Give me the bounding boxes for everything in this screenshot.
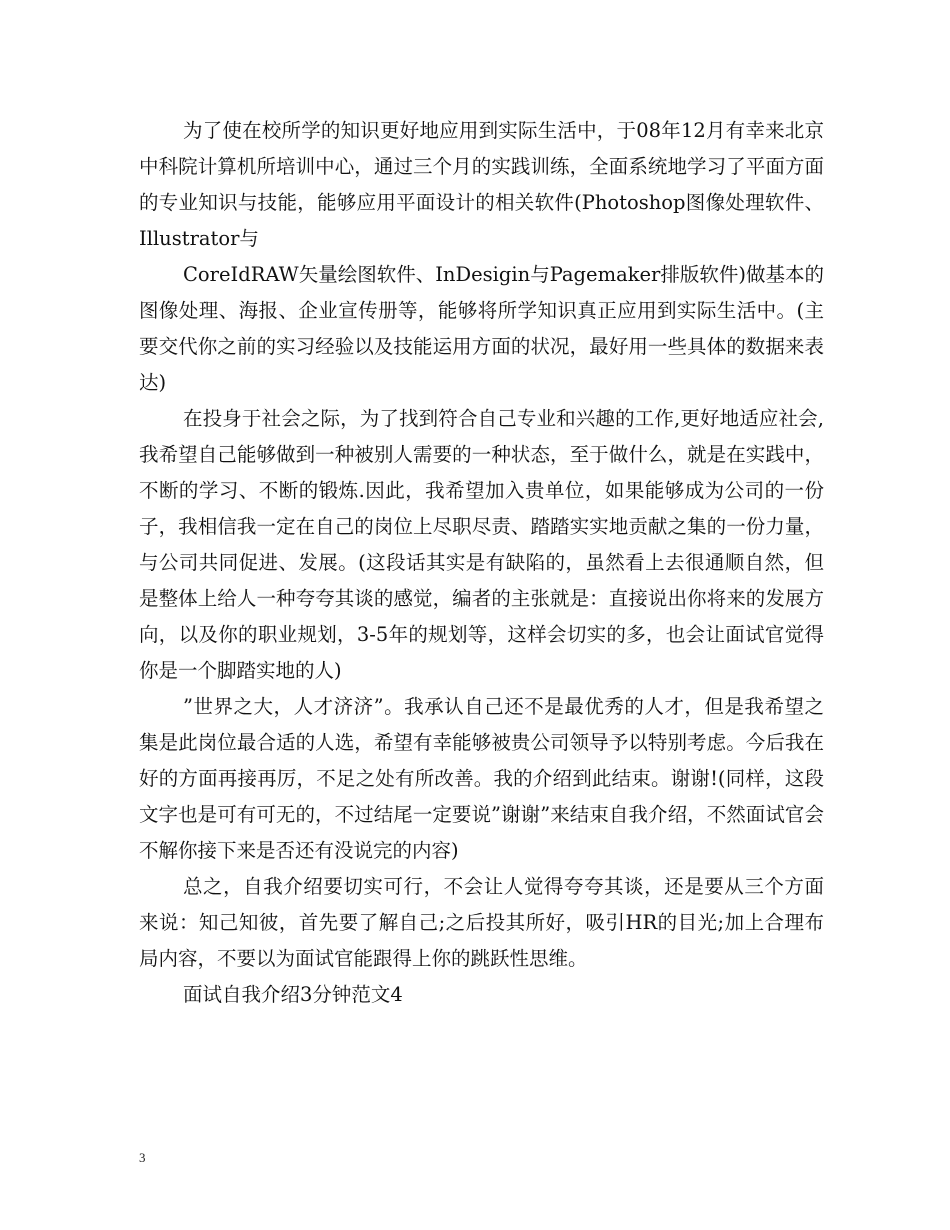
paragraph-training-experience: 为了使在校所学的知识更好地应用到实际生活中，于08年12月有幸来北京中科院计算机所培训中心，通过三个月的实践训练，全面系统地学习了平面方面的专业知识与技能，能够应用平面设计的相关软件(Photoshop图像处理软件、Illustrator与 — [139, 119, 824, 250]
page-number: 3 — [139, 1150, 146, 1165]
document-body — [139, 113, 824, 1013]
paragraph-career-goals: 在投身于社会之际，为了找到符合自己专业和兴趣的工作,更好地适应社会,我希望自己能够做到一种被别人需要的一种状态，至于做什么，就是在实践中，不断的学习、不断的锻炼.因此，我希望加入贵单位，如果能够成为公司的一份子，我相信我一定在自己的岗位上尽职尽责、踏踏实实地贡献之集的一份力量，与公司共同促进、发展。(这段话其实是有缺陷的，虽然看上去很通顺自然，但是整体上给人一种夸夸其谈的感觉，编者的主张就是：直接说出你将来的发展方向，以及你的职业规划，3-5年的规划等，这样会切实的多，也会让面试官觉得你是一个脚踏实地的人) — [139, 407, 824, 682]
paragraph-closing-remarks: ”世界之大，人才济济”。我承认自己还不是最优秀的人才，但是我希望之集是此岗位最合适的人选，希望有幸能够被贵公司领导予以特别考虑。今后我在好的方面再接再厉，不足之处有所改善。我的介绍到此结束。谢谢!(同样，这段文字也是可有可无的，不过结尾一定要说”谢谢”来结束自我介绍，不然面试官会不解你接下来是否还有没说完的内容) — [139, 695, 824, 862]
paragraph-software-skills: CoreIdRAW矢量绘图软件、InDesigin与Pagemaker排版软件)做基本的图像处理、海报、企业宣传册等，能够将所学知识真正应用到实际生活中。(主要交代你之前的实习经验以及技能运用方面的状况，最好用一些具体的数据来表达) — [139, 263, 824, 394]
paragraph-summary: 总之，自我介绍要切实可行，不会让人觉得夸夸其谈，还是要从三个方面来说：知己知彼，首先要了解自己;之后投其所好，吸引HR的目光;加上合理布局内容，不要以为面试官能跟得上你的跳跃性思维。 — [139, 875, 824, 970]
next-section-heading: 面试自我介绍3分钟范文4 — [183, 983, 403, 1006]
